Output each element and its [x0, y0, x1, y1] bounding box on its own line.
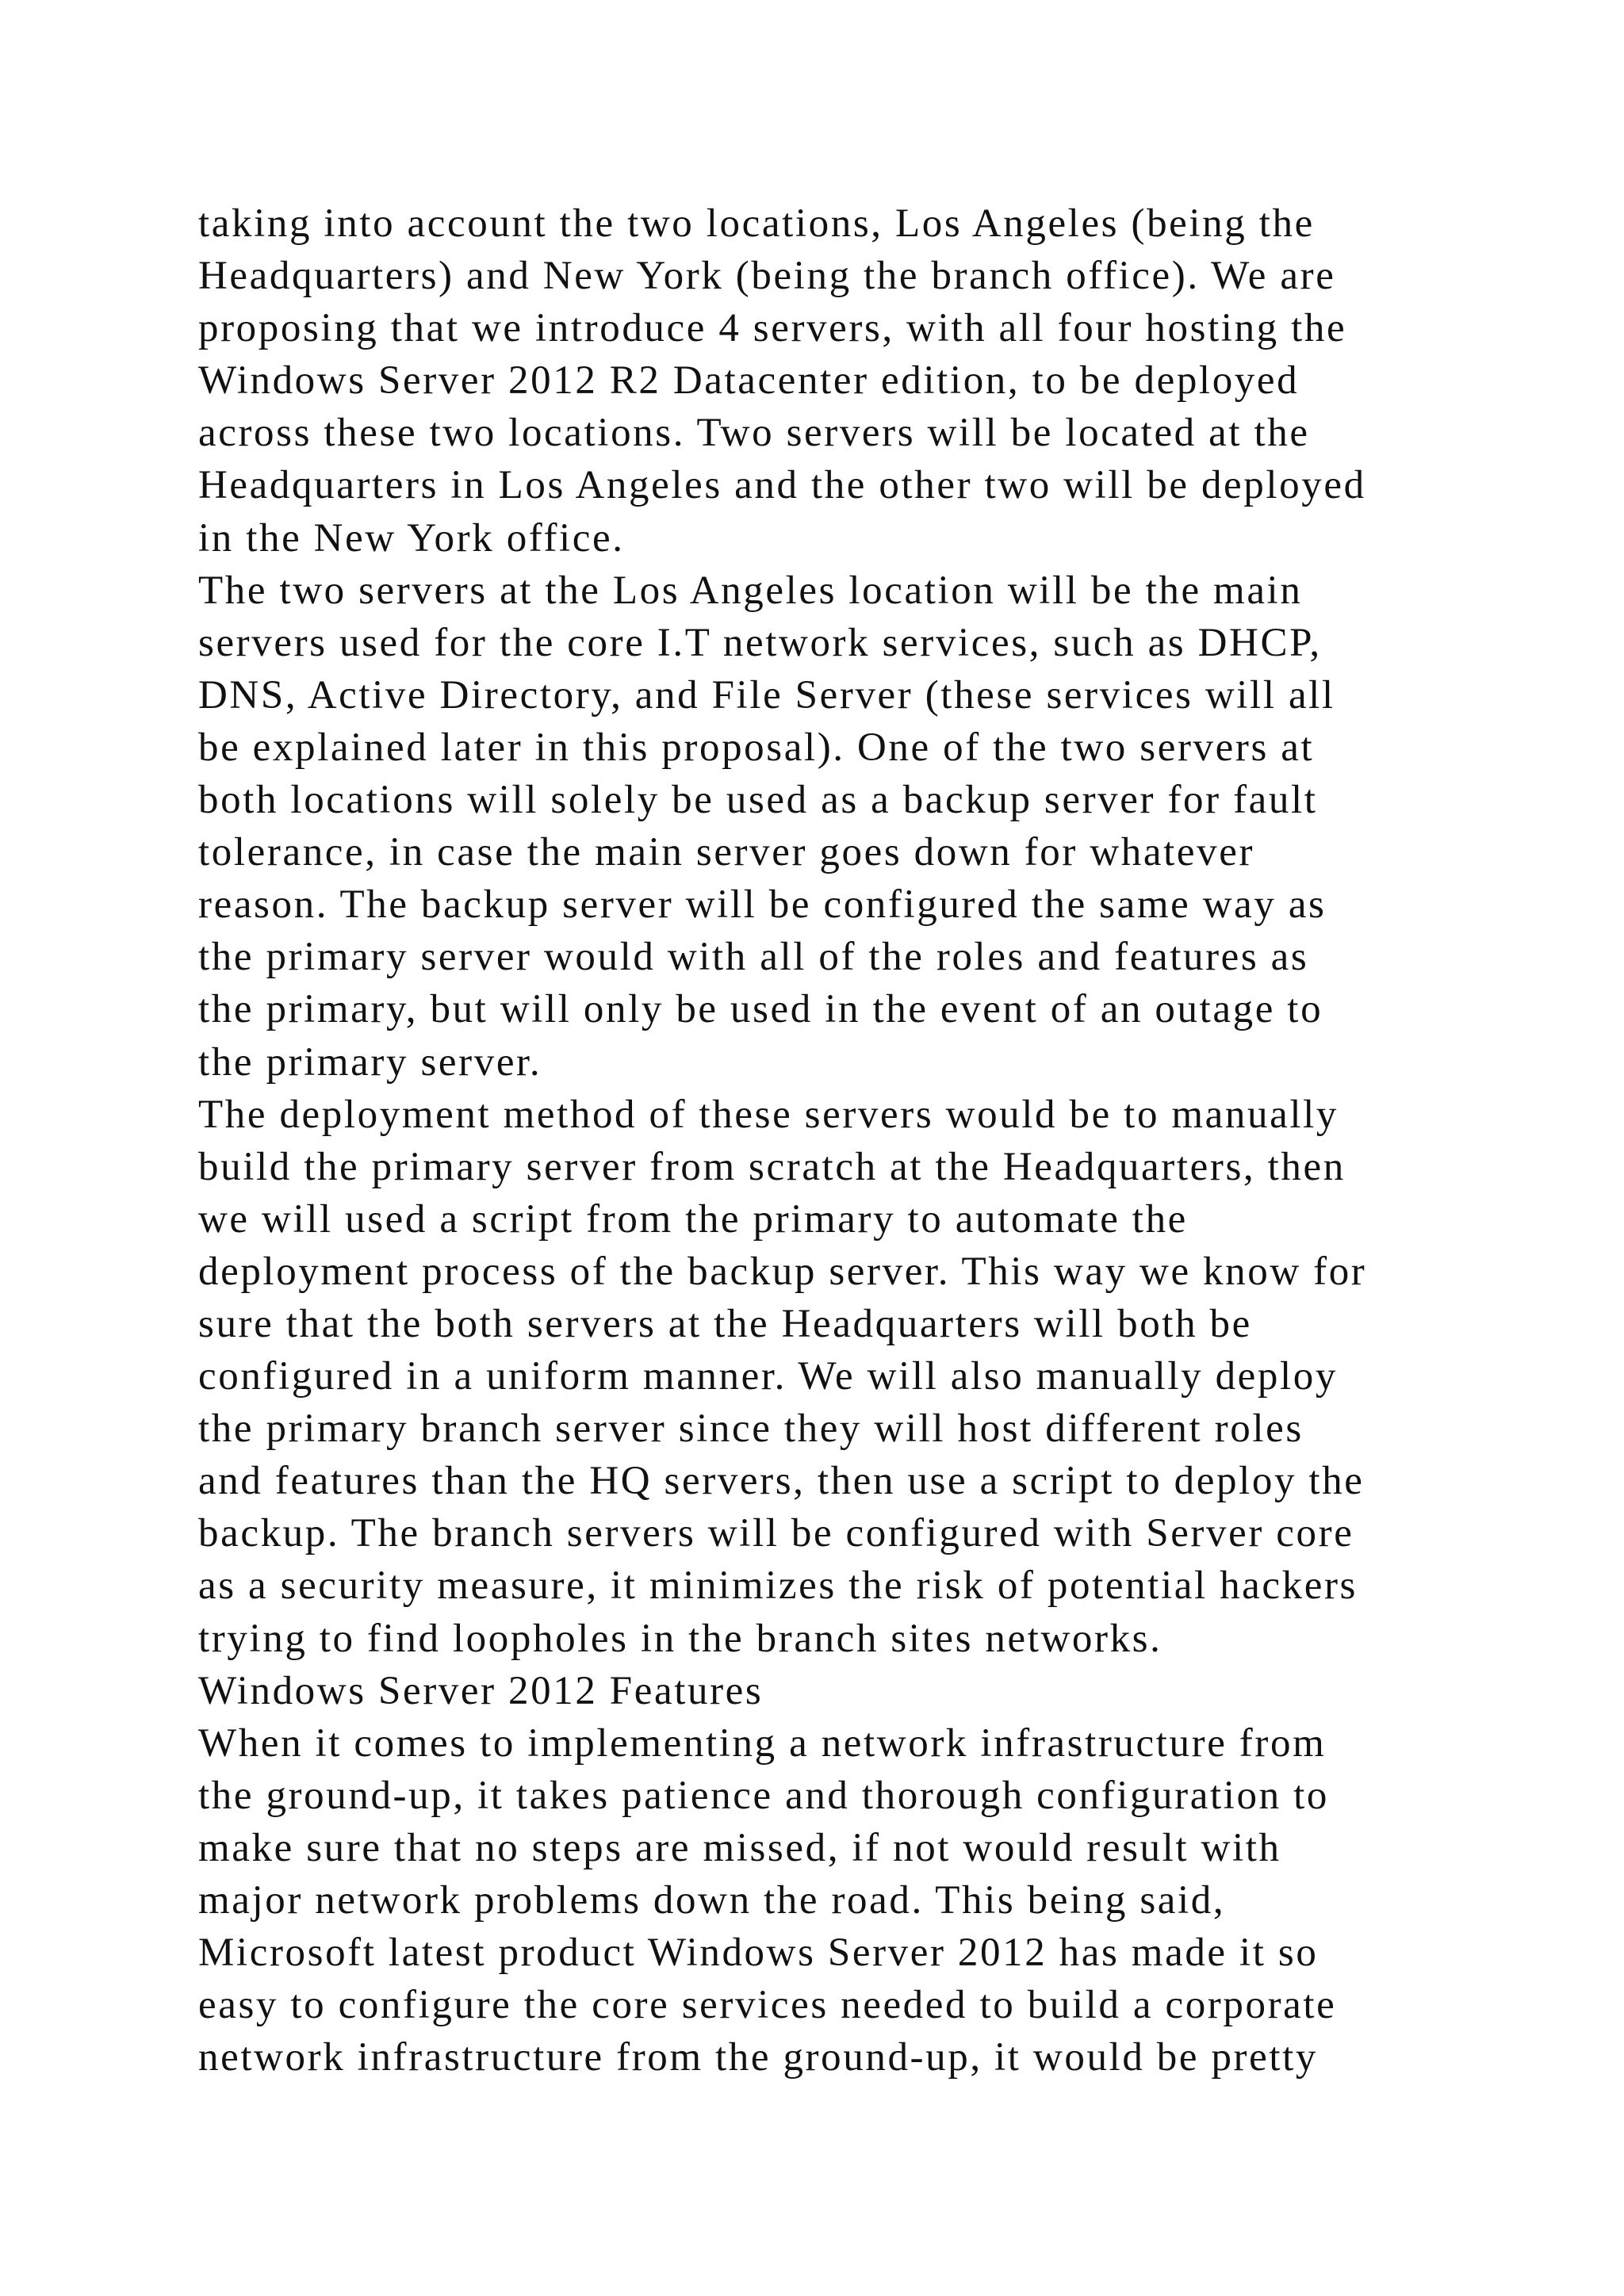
text-line: configured in a uniform manner. We will also manually deploy [198, 1354, 1338, 1399]
text-line: the primary server. [198, 1039, 542, 1085]
text-line: backup. The branch servers will be configured with Server core [198, 1511, 1354, 1556]
text-line: the primary branch server since they will host different roles [198, 1406, 1304, 1452]
text-line: Headquarters in Los Angeles and the other two will be deployed [198, 463, 1366, 508]
text-line: network infrastructure from the ground-up, it would be pretty [198, 2035, 1319, 2080]
text-line: both locations will solely be used as a backup server for fault [198, 778, 1318, 823]
text-line: and features than the HQ servers, then use a script to deploy the [198, 1459, 1365, 1504]
text-line: as a security measure, it minimizes the risk of potential hackers [198, 1563, 1358, 1609]
text-line: Headquarters) and New York (being the branch office). We are [198, 254, 1336, 299]
text-line: the primary server would with all of the roles and features as [198, 935, 1309, 980]
text-line: The two servers at the Los Angeles location will be the main [198, 568, 1303, 613]
text-line: we will used a script from the primary to automate the [198, 1196, 1188, 1242]
document-body [198, 197, 1507, 2084]
text-line: the ground-up, it takes patience and thorough configuration to [198, 1773, 1329, 1818]
text-line: major network problems down the road. This being said, [198, 1878, 1226, 1923]
text-line: trying to find loopholes in the branch sites networks. [198, 1616, 1162, 1661]
text-line: in the New York office. [198, 515, 625, 561]
text-line: sure that the both servers at the Headquarters will both be [198, 1301, 1252, 1346]
text-line: The deployment method of these servers would be to manually [198, 1092, 1339, 1137]
text-line: proposing that we introduce 4 servers, with all four hosting the [198, 306, 1347, 351]
text-line: servers used for the core I.T network services, such as DHCP, [198, 620, 1322, 665]
text-line: tolerance, in case the main server goes down for whatever [198, 830, 1255, 875]
text-line: taking into account the two locations, Los Angeles (being the [198, 201, 1315, 246]
text-line: build the primary server from scratch at the Headquarters, then [198, 1144, 1346, 1189]
section-heading: Windows Server 2012 Features [198, 1668, 764, 1713]
text-line: the primary, but will only be used in the event of an outage to [198, 987, 1323, 1032]
text-line: Microsoft latest product Windows Server 2012 has made it so [198, 1931, 1319, 1976]
text-line: be explained later in this proposal). One of the two servers at [198, 725, 1315, 770]
text-line: easy to configure the core services needed to build a corporate [198, 1983, 1337, 2028]
text-line: DNS, Active Directory, and File Server (these services will all [198, 672, 1335, 718]
text-line: reason. The backup server will be configured the same way as [198, 882, 1327, 928]
text-line: Windows Server 2012 R2 Datacenter edition, to be deployed [198, 358, 1300, 404]
text-line: deployment process of the backup server. This way we know for [198, 1249, 1367, 1294]
text-line: make sure that no steps are missed, if not would result with [198, 1825, 1281, 1870]
text-line: across these two locations. Two servers will be located at the [198, 411, 1310, 456]
text-line: When it comes to implementing a network infrastructure from [198, 1720, 1327, 1766]
